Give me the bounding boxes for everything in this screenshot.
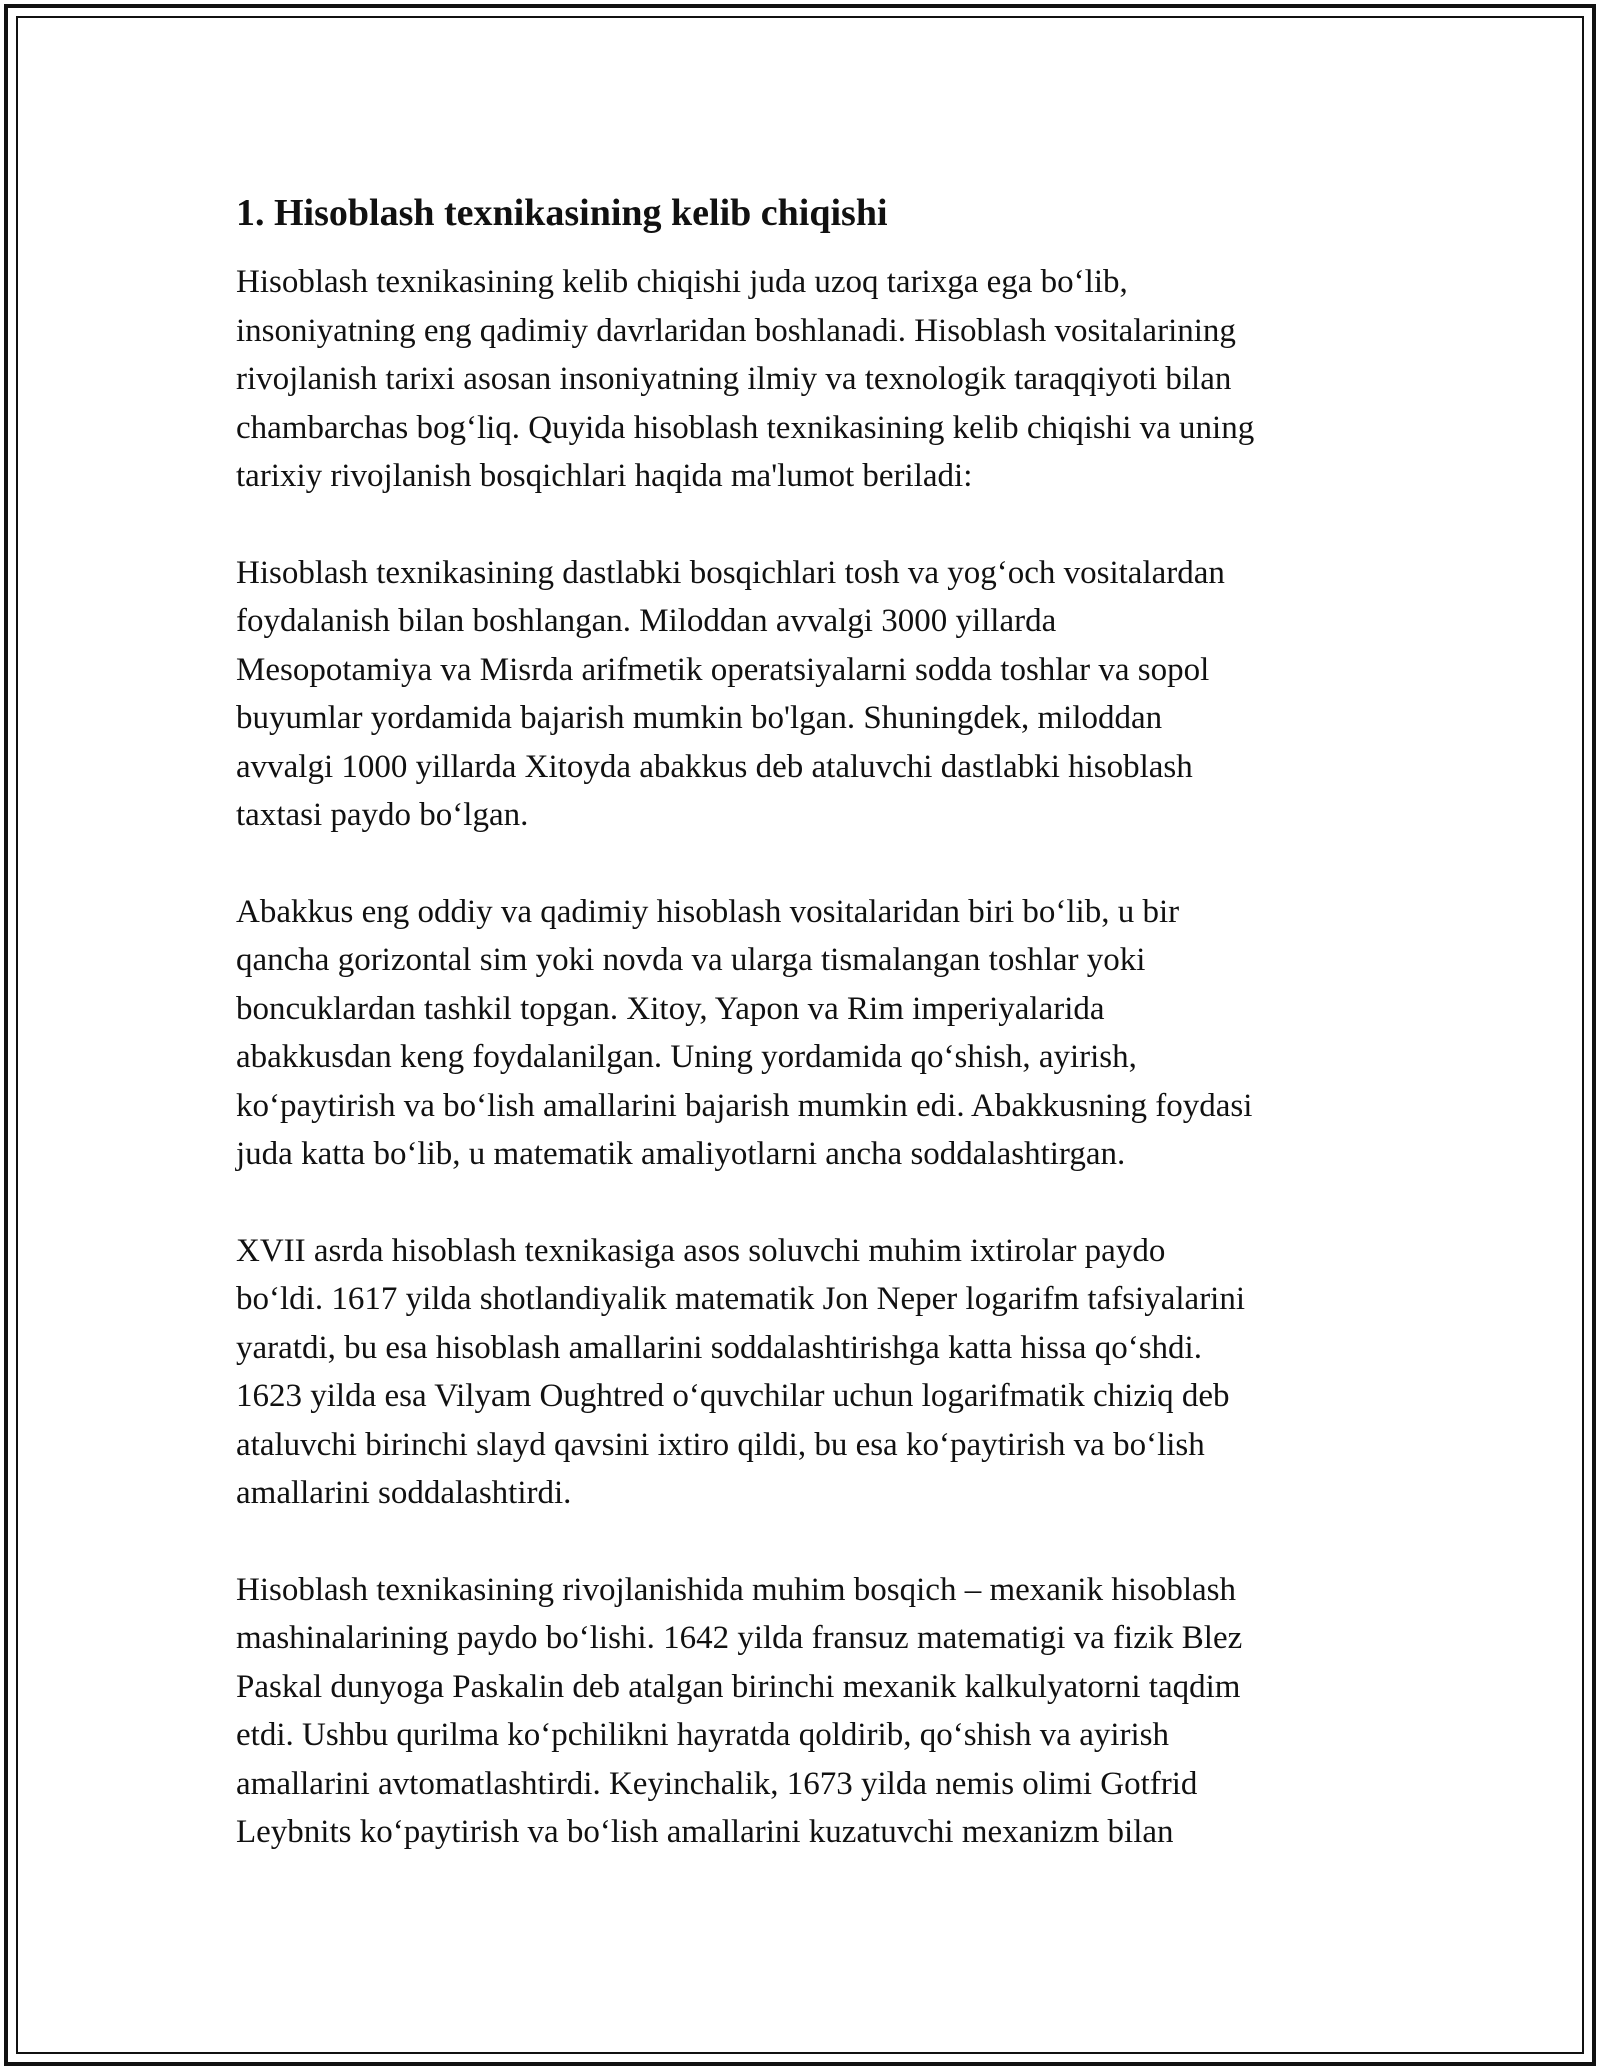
paragraph (236, 549, 1376, 840)
text-line: taxtasi paydo bo‘lgan. (236, 797, 529, 833)
text-line: mashinalarining paydo bo‘lishi. 1642 yilda fransuz matematigi va fizik Blez (236, 1620, 1243, 1656)
text-line: insoniyatning eng qadimiy davrlaridan boshlanadi. Hisoblash vositalarining (236, 312, 1236, 349)
text-line: foydalanish bilan boshlangan. Miloddan avvalgi 3000 yillarda (236, 603, 1057, 639)
text-line: juda katta bo‘lib, u matematik amaliyotlarni ancha soddalashtirgan. (236, 1136, 1126, 1172)
paragraph (236, 888, 1376, 1179)
text-line: amallarini soddalashtirdi. (236, 1475, 572, 1511)
section-heading: 1. Hisoblash texnikasining kelib chiqishi (236, 192, 888, 234)
text-line: etdi. Ushbu qurilma ko‘pchilikni hayratda qoldirib, qo‘shish va ayirish (236, 1717, 1170, 1753)
paragraph (236, 1227, 1376, 1518)
text-line: amallarini avtomatlashtirdi. Keyinchalik, 1673 yilda nemis olimi Gotfrid (236, 1765, 1198, 1802)
paragraph (236, 258, 1376, 501)
text-line: rivojlanish tarixi asosan insoniyatning ilmiy va texnologik taraqqiyoti bilan (236, 361, 1232, 397)
text-line: abakkusdan keng foydalanilgan. Uning yordamida qo‘shish, ayirish, (236, 1039, 1137, 1075)
text-line: buyumlar yordamida bajarish mumkin bo'lgan. Shuningdek, miloddan (236, 700, 1163, 736)
text-line: boncuklardan tashkil topgan. Xitoy, Yapon va Rim imperiyalarida (236, 990, 1105, 1027)
paragraph-list (236, 258, 1376, 1857)
text-line: Hisoblash texnikasining kelib chiqishi juda uzoq tarixga ega bo‘lib, (236, 264, 1128, 300)
text-line: Mesopotamiya va Misrda arifmetik operatsiyalarni sodda toshlar va sopol (236, 651, 1210, 688)
text-line: bo‘ldi. 1617 yilda shotlandiyalik matematik Jon Neper logarifm tafsiyalarini (236, 1281, 1246, 1317)
text-line: avvalgi 1000 yillarda Xitoyda abakkus deb ataluvchi dastlabki hisoblash (236, 748, 1193, 785)
text-line: Hisoblash texnikasining rivojlanishida muhim bosqich – mexanik hisoblash (236, 1571, 1236, 1608)
text-line: tarixiy rivojlanish bosqichlari haqida ma'lumot beriladi: (236, 458, 973, 494)
paragraph (236, 1566, 1376, 1857)
text-line: Abakkus eng oddiy va qadimiy hisoblash vositalaridan biri bo‘lib, u bir (236, 893, 1180, 930)
text-line: chambarchas bog‘liq. Quyida hisoblash texnikasining kelib chiqishi va uning (236, 409, 1255, 446)
text-line: Leybnits ko‘paytirish va bo‘lish amallarini kuzatuvchi mexanizm bilan (236, 1814, 1174, 1850)
text-line: ko‘paytirish va bo‘lish amallarini bajarish mumkin edi. Abakkusning foydasi (236, 1087, 1253, 1124)
text-line: yaratdi, bu esa hisoblash amallarini soddalashtirishga katta hissa qo‘shdi. (236, 1329, 1202, 1366)
text-line: Paskal dunyoga Paskalin deb atalgan birinchi mexanik kalkulyatorni taqdim (236, 1668, 1241, 1705)
text-line: Hisoblash texnikasining dastlabki bosqichlari tosh va yog‘och vositalardan (236, 554, 1225, 591)
text-line: 1623 yilda esa Vilyam Oughtred o‘quvchilar uchun logarifmatik chiziq deb (236, 1378, 1230, 1414)
document-body (236, 188, 1376, 1905)
text-line: qancha gorizontal sim yoki novda va ularga tismalangan toshlar yoki (236, 942, 1146, 978)
text-line: XVII asrda hisoblash texnikasiga asos soluvchi muhim ixtirolar paydo (236, 1232, 1166, 1269)
text-line: ataluvchi birinchi slayd qavsini ixtiro qildi, bu esa ko‘paytirish va bo‘lish (236, 1426, 1205, 1463)
